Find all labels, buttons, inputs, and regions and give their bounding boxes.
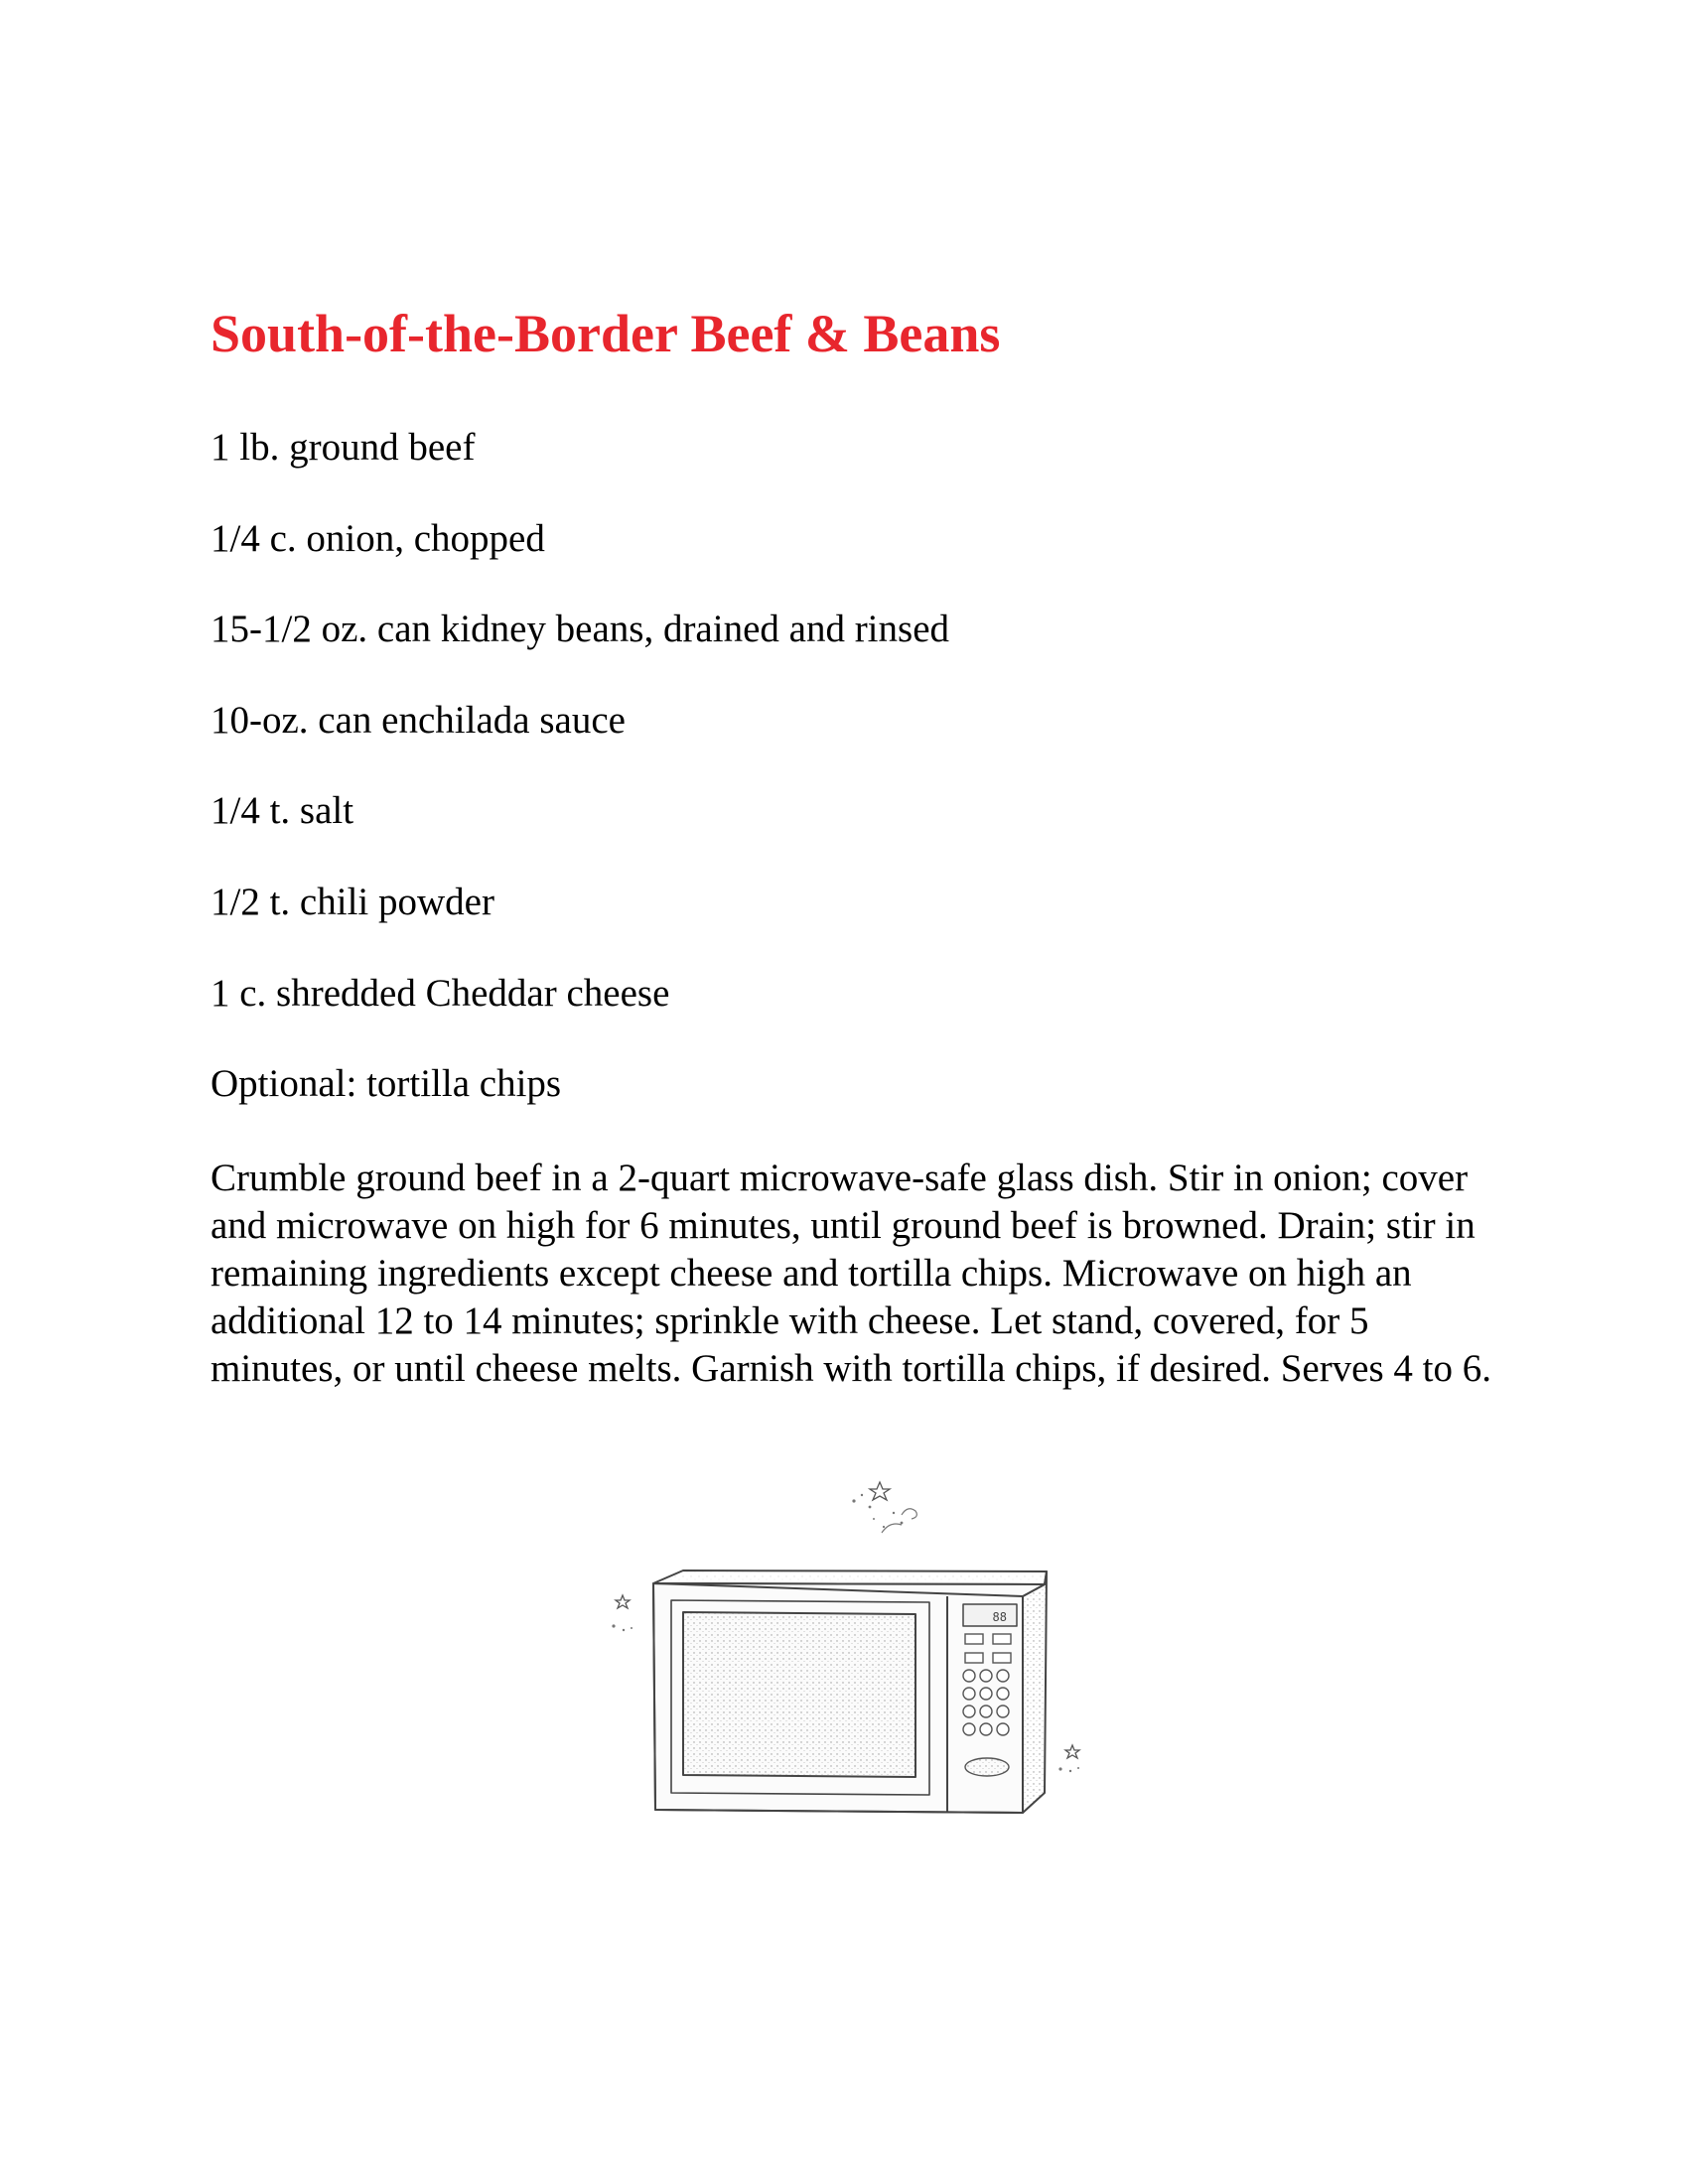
microwave-illustration — [586, 1479, 1102, 1856]
ingredient-item: Optional: tortilla chips — [211, 1062, 562, 1106]
ingredient-item: 1/2 t. chili powder — [211, 880, 494, 923]
ingredient-item: 1/4 c. onion, chopped — [211, 516, 545, 560]
ingredient-item: 1/4 t. salt — [211, 789, 354, 833]
recipe-instructions: Crumble ground beef in a 2-quart microwave-safe glass dish. Stir in onion; cover and microwave on high for 6 minutes, until ground beef is browned. Drain; stir in remaining ingredients except cheese and tortilla chips. Microwave on high an additional 12 to 14 minutes; sprinkle with cheese. Let stand, covered, for 5 minutes, or until cheese melts. Garnish with tortilla chips, if desired. Serves 4 to 6. — [211, 1157, 1492, 1390]
ingredient-item: 10-oz. can enchilada sauce — [211, 698, 626, 742]
microwave-display: 88 — [992, 1610, 1007, 1624]
recipe-title: South-of-the-Border Beef & Beans — [211, 304, 1001, 363]
ingredient-item: 15-1/2 oz. can kidney beans, drained and rinsed — [211, 608, 950, 651]
ingredient-item: 1 lb. ground beef — [211, 426, 476, 469]
ingredient-list — [211, 425, 949, 1153]
microwave-icon — [586, 1479, 1102, 1856]
ingredient-item: 1 c. shredded Cheddar cheese — [211, 971, 670, 1015]
